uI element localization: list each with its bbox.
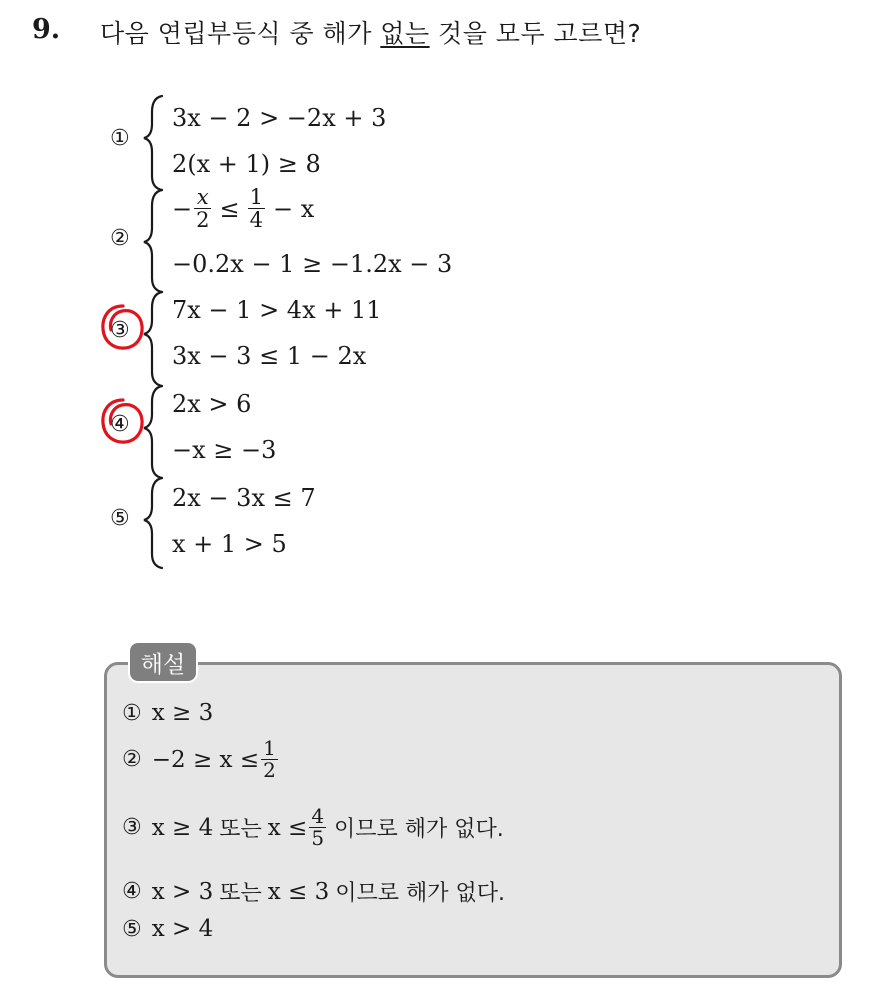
option-5-line2: x + 1 > 5 [172, 530, 287, 558]
option-4-marker: ④ [110, 412, 130, 437]
option-5-line1: 2x − 3x ≤ 7 [172, 484, 316, 512]
option-3-line1: 7x − 1 > 4x + 11 [172, 296, 382, 324]
option-2-frac2-num: 1 [249, 185, 263, 209]
explanation-line-4 [122, 876, 511, 907]
explanation-4-expr-a: x > 3 [151, 878, 214, 905]
option-2-frac1-num: x [196, 185, 209, 209]
option-2-line1 [172, 186, 314, 231]
option-1-line1: 3x − 2 > −2x + 3 [172, 104, 387, 132]
question-text [100, 14, 641, 50]
brace-2 [144, 190, 162, 292]
explanation-line-3 [122, 806, 510, 849]
explanation-4-tail: 이므로 해가 없다. [335, 881, 505, 906]
explanation-2-frac-den: 2 [263, 758, 276, 782]
explanation-badge: 해설 [128, 641, 198, 683]
option-2-relation: ≤ [219, 194, 240, 223]
explanation-2-frac-num: 1 [263, 736, 276, 760]
explanation-4-marker: ④ [122, 879, 142, 904]
brace-1 [144, 96, 162, 190]
explanation-2-expr: −2 ≥ x ≤ [151, 746, 260, 773]
option-2-marker: ② [110, 226, 130, 251]
explanation-3-frac-den: 5 [311, 826, 325, 850]
explanation-3-expr-b: x ≤ [267, 814, 308, 841]
option-2-tail: − x [272, 194, 315, 223]
explanation-1-marker: ① [122, 700, 142, 726]
explanation-3-marker: ③ [122, 815, 142, 840]
explanation-line-2 [122, 738, 280, 781]
explanation-5-expr: x > 4 [151, 916, 214, 942]
option-3-marker: ③ [110, 318, 130, 343]
option-2-minus: − [172, 194, 193, 223]
option-1-line2: 2(x + 1) ≥ 8 [172, 150, 321, 178]
option-2-frac-x-over-2 [194, 186, 211, 231]
question-text-before: 다음 연립부등식 중 해가 [100, 19, 381, 48]
brace-5 [144, 478, 162, 568]
explanation-1-expr: x ≥ 3 [151, 700, 214, 726]
option-2-frac-1-over-4 [248, 186, 265, 231]
explanation-5-marker: ⑤ [122, 916, 142, 942]
option-4-line2: −x ≥ −3 [172, 436, 277, 464]
explanation-line-5 [122, 916, 213, 942]
explanation-4-expr-b: x ≤ 3 [267, 878, 330, 905]
explanation-2-marker: ② [122, 747, 142, 772]
option-2-line2: −0.2x − 1 ≥ −1.2x − 3 [172, 250, 453, 278]
explanation-2-frac [261, 738, 278, 781]
option-5-marker: ⑤ [110, 506, 130, 531]
explanation-line-1 [122, 700, 213, 726]
explanation-4-word: 또는 [219, 881, 262, 906]
question-text-after: 것을 모두 고르면? [429, 19, 642, 48]
option-2-frac2-den: 4 [249, 208, 263, 233]
explanation-3-frac [309, 806, 326, 849]
explanation-3-frac-num: 4 [311, 804, 325, 828]
question-number: 9. [32, 14, 61, 45]
option-4-line1: 2x > 6 [172, 390, 252, 418]
explanation-3-word: 또는 [219, 817, 262, 842]
option-2-frac1-den: 2 [196, 208, 210, 233]
question-text-underlined: 없는 [380, 19, 430, 48]
explanation-3-tail: 이므로 해가 없다. [334, 817, 504, 842]
option-1-marker: ① [110, 126, 130, 151]
option-3-line2: 3x − 3 ≤ 1 − 2x [172, 342, 367, 370]
explanation-3-expr-a: x ≥ 4 [151, 814, 214, 841]
